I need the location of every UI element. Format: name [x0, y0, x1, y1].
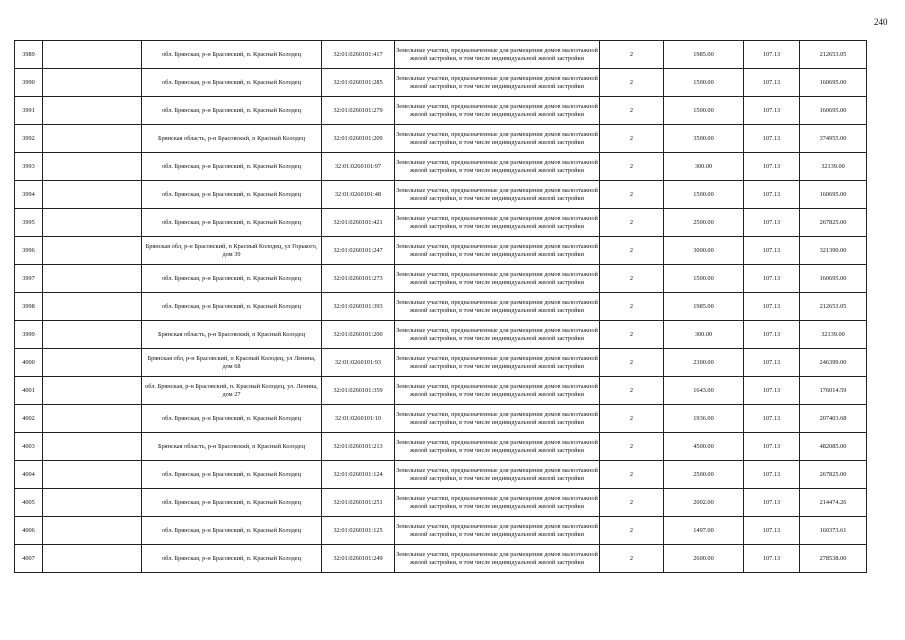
row-number-cell: 3992	[15, 125, 43, 153]
rate-cell: 107.13	[744, 517, 800, 545]
address-cell: обл. Брянская, р-н Брасовский, п. Красный Колодец	[142, 517, 322, 545]
address-cell: Брянская область, р-н Брасовский, п Красный Колодец	[142, 321, 322, 349]
table-row	[15, 209, 867, 237]
cadastral-value-cell: 176014.59	[800, 377, 867, 405]
address-cell: обл. Брянская, р-н Брасовский, п. Красный Колодец	[142, 153, 322, 181]
land-use-cell: Земельные участки, предназначенные для размещения домов малоэтажной жилой застройки, в том числе индивидуальной жилой застройки	[395, 461, 600, 489]
table-row	[15, 237, 867, 265]
row-number-cell: 4000	[15, 349, 43, 377]
cadastral-value-cell: 160695.00	[800, 69, 867, 97]
address-cell: Брянская область, р-н Брасовский, п Красный Колодец	[142, 433, 322, 461]
cadastral-value-cell: 214474.26	[800, 489, 867, 517]
area-cell: 1497.00	[664, 517, 744, 545]
cadastral-value-cell: 321390.00	[800, 237, 867, 265]
land-use-cell: Земельные участки, предназначенные для размещения домов малоэтажной жилой застройки, в том числе индивидуальной жилой застройки	[395, 125, 600, 153]
group-cell: 2	[600, 489, 664, 517]
table-row	[15, 153, 867, 181]
row-number-cell: 3990	[15, 69, 43, 97]
cadastral-number-cell: 32:01:0260101:393	[322, 293, 395, 321]
land-registry-table	[14, 40, 867, 573]
blank-cell	[43, 181, 142, 209]
land-use-cell: Земельные участки, предназначенные для размещения домов малоэтажной жилой застройки, в том числе индивидуальной жилой застройки	[395, 377, 600, 405]
cadastral-value-cell: 212653.05	[800, 293, 867, 321]
rate-cell: 107.13	[744, 237, 800, 265]
land-use-cell: Земельные участки, предназначенные для размещения домов малоэтажной жилой застройки, в том числе индивидуальной жилой застройки	[395, 69, 600, 97]
address-cell: обл. Брянская, р-н Брасовский, п. Красный Колодец	[142, 209, 322, 237]
row-number-cell: 3989	[15, 41, 43, 69]
table-row	[15, 545, 867, 573]
group-cell: 2	[600, 181, 664, 209]
rate-cell: 107.13	[744, 433, 800, 461]
cadastral-number-cell: 32:01:0260101:97	[322, 153, 395, 181]
row-number-cell: 4005	[15, 489, 43, 517]
group-cell: 2	[600, 265, 664, 293]
area-cell: 1985.00	[664, 293, 744, 321]
land-use-cell: Земельные участки, предназначенные для размещения домов малоэтажной жилой застройки, в том числе индивидуальной жилой застройки	[395, 405, 600, 433]
cadastral-value-cell: 246399.00	[800, 349, 867, 377]
row-number-cell: 4004	[15, 461, 43, 489]
group-cell: 2	[600, 153, 664, 181]
group-cell: 2	[600, 125, 664, 153]
area-cell: 2500.00	[664, 461, 744, 489]
row-number-cell: 3999	[15, 321, 43, 349]
land-use-cell: Земельные участки, предназначенные для размещения домов малоэтажной жилой застройки, в том числе индивидуальной жилой застройки	[395, 265, 600, 293]
area-cell: 4500.00	[664, 433, 744, 461]
row-number-cell: 3993	[15, 153, 43, 181]
blank-cell	[43, 433, 142, 461]
area-cell: 1985.00	[664, 41, 744, 69]
rate-cell: 107.13	[744, 545, 800, 573]
rate-cell: 107.13	[744, 461, 800, 489]
address-cell: обл. Брянская, р-н Брасовский, п. Красный Колодец	[142, 97, 322, 125]
group-cell: 2	[600, 349, 664, 377]
blank-cell	[43, 209, 142, 237]
cadastral-number-cell: 32:01:0260101:200	[322, 321, 395, 349]
area-cell: 2002.00	[664, 489, 744, 517]
cadastral-number-cell: 32:01:0260101:285	[322, 69, 395, 97]
land-use-cell: Земельные участки, предназначенные для размещения домов малоэтажной жилой застройки, в том числе индивидуальной жилой застройки	[395, 181, 600, 209]
table-row	[15, 433, 867, 461]
row-number-cell: 4006	[15, 517, 43, 545]
blank-cell	[43, 125, 142, 153]
address-cell: обл. Брянская, р-н Брасовский, п. Красный Колодец	[142, 293, 322, 321]
blank-cell	[43, 517, 142, 545]
rate-cell: 107.13	[744, 181, 800, 209]
address-cell: обл. Брянская, р-н Брасовский, п. Красный Колодец	[142, 489, 322, 517]
rate-cell: 107.13	[744, 209, 800, 237]
group-cell: 2	[600, 209, 664, 237]
area-cell: 1936.00	[664, 405, 744, 433]
land-use-cell: Земельные участки, предназначенные для размещения домов малоэтажной жилой застройки, в том числе индивидуальной жилой застройки	[395, 517, 600, 545]
address-cell: обл. Брянская, р-н Брасовский, п. Красный Колодец	[142, 41, 322, 69]
rate-cell: 107.13	[744, 41, 800, 69]
blank-cell	[43, 377, 142, 405]
area-cell: 1500.00	[664, 265, 744, 293]
table-row	[15, 517, 867, 545]
address-cell: обл. Брянская, р-н Брасовский, п. Красный Колодец	[142, 69, 322, 97]
table-row	[15, 265, 867, 293]
page-number: 240	[874, 17, 888, 27]
group-cell: 2	[600, 237, 664, 265]
cadastral-value-cell: 160695.00	[800, 181, 867, 209]
area-cell: 1500.00	[664, 181, 744, 209]
land-use-cell: Земельные участки, предназначенные для размещения домов малоэтажной жилой застройки, в том числе индивидуальной жилой застройки	[395, 97, 600, 125]
rate-cell: 107.13	[744, 69, 800, 97]
area-cell: 1643.00	[664, 377, 744, 405]
address-cell: обл. Брянская, р-н Брасовский, п. Красный Колодец	[142, 405, 322, 433]
cadastral-number-cell: 32:01:0260101:48	[322, 181, 395, 209]
area-cell: 2600.00	[664, 545, 744, 573]
land-use-cell: Земельные участки, предназначенные для размещения домов малоэтажной жилой застройки, в том числе индивидуальной жилой застройки	[395, 41, 600, 69]
cadastral-value-cell: 212653.05	[800, 41, 867, 69]
table-row	[15, 349, 867, 377]
cadastral-value-cell: 482085.00	[800, 433, 867, 461]
blank-cell	[43, 41, 142, 69]
rate-cell: 107.13	[744, 405, 800, 433]
cadastral-number-cell: 32:01:0260101:273	[322, 265, 395, 293]
group-cell: 2	[600, 545, 664, 573]
group-cell: 2	[600, 293, 664, 321]
land-use-cell: Земельные участки, предназначенные для размещения домов малоэтажной жилой застройки, в том числе индивидуальной жилой застройки	[395, 545, 600, 573]
land-use-cell: Земельные участки, предназначенные для размещения домов малоэтажной жилой застройки, в том числе индивидуальной жилой застройки	[395, 209, 600, 237]
address-cell: обл. Брянская, р-н Брасовский, п. Красный Колодец	[142, 461, 322, 489]
table-row	[15, 181, 867, 209]
area-cell: 2500.00	[664, 209, 744, 237]
cadastral-value-cell: 160695.00	[800, 265, 867, 293]
blank-cell	[43, 265, 142, 293]
table-row	[15, 125, 867, 153]
cadastral-value-cell: 32139.00	[800, 321, 867, 349]
land-use-cell: Земельные участки, предназначенные для размещения домов малоэтажной жилой застройки, в том числе индивидуальной жилой застройки	[395, 489, 600, 517]
table-row	[15, 97, 867, 125]
table-body	[15, 41, 867, 573]
cadastral-number-cell: 32:01:0260101:249	[322, 545, 395, 573]
area-cell: 300.00	[664, 153, 744, 181]
land-use-cell: Земельные участки, предназначенные для размещения домов малоэтажной жилой застройки, в том числе индивидуальной жилой застройки	[395, 293, 600, 321]
cadastral-value-cell: 267825.00	[800, 209, 867, 237]
table-row	[15, 41, 867, 69]
blank-cell	[43, 69, 142, 97]
area-cell: 1500.00	[664, 69, 744, 97]
row-number-cell: 4003	[15, 433, 43, 461]
row-number-cell: 3995	[15, 209, 43, 237]
rate-cell: 107.13	[744, 153, 800, 181]
group-cell: 2	[600, 377, 664, 405]
cadastral-number-cell: 32:01:0260101:213	[322, 433, 395, 461]
table-row	[15, 377, 867, 405]
address-cell: обл. Брянская, р-н Брасовский, п. Красный Колодец	[142, 181, 322, 209]
cadastral-value-cell: 160695.00	[800, 97, 867, 125]
blank-cell	[43, 461, 142, 489]
rate-cell: 107.13	[744, 349, 800, 377]
blank-cell	[43, 321, 142, 349]
table-row	[15, 321, 867, 349]
area-cell: 3500.00	[664, 125, 744, 153]
cadastral-value-cell: 160373.61	[800, 517, 867, 545]
cadastral-number-cell: 32:01:0260101:93	[322, 349, 395, 377]
cadastral-number-cell: 32:01:0260101:125	[322, 517, 395, 545]
cadastral-number-cell: 32:01:0260101:247	[322, 237, 395, 265]
table-row	[15, 69, 867, 97]
rate-cell: 107.13	[744, 293, 800, 321]
table-row	[15, 489, 867, 517]
table-row	[15, 461, 867, 489]
land-use-cell: Земельные участки, предназначенные для размещения домов малоэтажной жилой застройки, в том числе индивидуальной жилой застройки	[395, 237, 600, 265]
group-cell: 2	[600, 517, 664, 545]
rate-cell: 107.13	[744, 125, 800, 153]
cadastral-number-cell: 32:01:0260101:10	[322, 405, 395, 433]
cadastral-number-cell: 32:01:0260101:209	[322, 125, 395, 153]
row-number-cell: 4007	[15, 545, 43, 573]
blank-cell	[43, 293, 142, 321]
cadastral-value-cell: 32139.00	[800, 153, 867, 181]
land-use-cell: Земельные участки, предназначенные для размещения домов малоэтажной жилой застройки, в том числе индивидуальной жилой застройки	[395, 433, 600, 461]
row-number-cell: 4002	[15, 405, 43, 433]
row-number-cell: 3998	[15, 293, 43, 321]
cadastral-number-cell: 32:01:0260101:417	[322, 41, 395, 69]
blank-cell	[43, 545, 142, 573]
rate-cell: 107.13	[744, 265, 800, 293]
cadastral-value-cell: 267825.00	[800, 461, 867, 489]
cadastral-number-cell: 32:01:0260101:124	[322, 461, 395, 489]
row-number-cell: 3991	[15, 97, 43, 125]
cadastral-number-cell: 32:01:0260101:421	[322, 209, 395, 237]
group-cell: 2	[600, 433, 664, 461]
cadastral-number-cell: 32:01:0260101:251	[322, 489, 395, 517]
address-cell: обл. Брянская, р-н Брасовский, п. Красный Колодец, ул. Ленина, дом 27	[142, 377, 322, 405]
area-cell: 1500.00	[664, 97, 744, 125]
area-cell: 300.00	[664, 321, 744, 349]
rate-cell: 107.13	[744, 377, 800, 405]
cadastral-value-cell: 374955.00	[800, 125, 867, 153]
land-use-cell: Земельные участки, предназначенные для размещения домов малоэтажной жилой застройки, в том числе индивидуальной жилой застройки	[395, 153, 600, 181]
rate-cell: 107.13	[744, 97, 800, 125]
group-cell: 2	[600, 41, 664, 69]
blank-cell	[43, 405, 142, 433]
address-cell: обл. Брянская, р-н Брасовский, п. Красный Колодец	[142, 545, 322, 573]
row-number-cell: 3996	[15, 237, 43, 265]
area-cell: 2300.00	[664, 349, 744, 377]
row-number-cell: 4001	[15, 377, 43, 405]
group-cell: 2	[600, 69, 664, 97]
row-number-cell: 3994	[15, 181, 43, 209]
address-cell: обл. Брянская, р-н Брасовский, п. Красный Колодец	[142, 265, 322, 293]
cadastral-number-cell: 32:01:0260101:359	[322, 377, 395, 405]
blank-cell	[43, 489, 142, 517]
group-cell: 2	[600, 405, 664, 433]
group-cell: 2	[600, 461, 664, 489]
cadastral-value-cell: 207403.68	[800, 405, 867, 433]
group-cell: 2	[600, 321, 664, 349]
blank-cell	[43, 97, 142, 125]
land-use-cell: Земельные участки, предназначенные для размещения домов малоэтажной жилой застройки, в том числе индивидуальной жилой застройки	[395, 321, 600, 349]
row-number-cell: 3997	[15, 265, 43, 293]
address-cell: Брянская область, р-н Брасовский, п Красный Колодец	[142, 125, 322, 153]
table-row	[15, 405, 867, 433]
address-cell: Брянская обл, р-н Брасовский, п Красный Колодец, ул Горького, дом 39	[142, 237, 322, 265]
blank-cell	[43, 237, 142, 265]
cadastral-value-cell: 278538.00	[800, 545, 867, 573]
address-cell: Брянская обл, р-н Брасовский, п Красный Колодец, ул Ленина, дом 68	[142, 349, 322, 377]
blank-cell	[43, 153, 142, 181]
table-row	[15, 293, 867, 321]
group-cell: 2	[600, 97, 664, 125]
land-use-cell: Земельные участки, предназначенные для размещения домов малоэтажной жилой застройки, в том числе индивидуальной жилой застройки	[395, 349, 600, 377]
rate-cell: 107.13	[744, 489, 800, 517]
rate-cell: 107.13	[744, 321, 800, 349]
blank-cell	[43, 349, 142, 377]
area-cell: 3000.00	[664, 237, 744, 265]
cadastral-number-cell: 32:01:0260101:279	[322, 97, 395, 125]
